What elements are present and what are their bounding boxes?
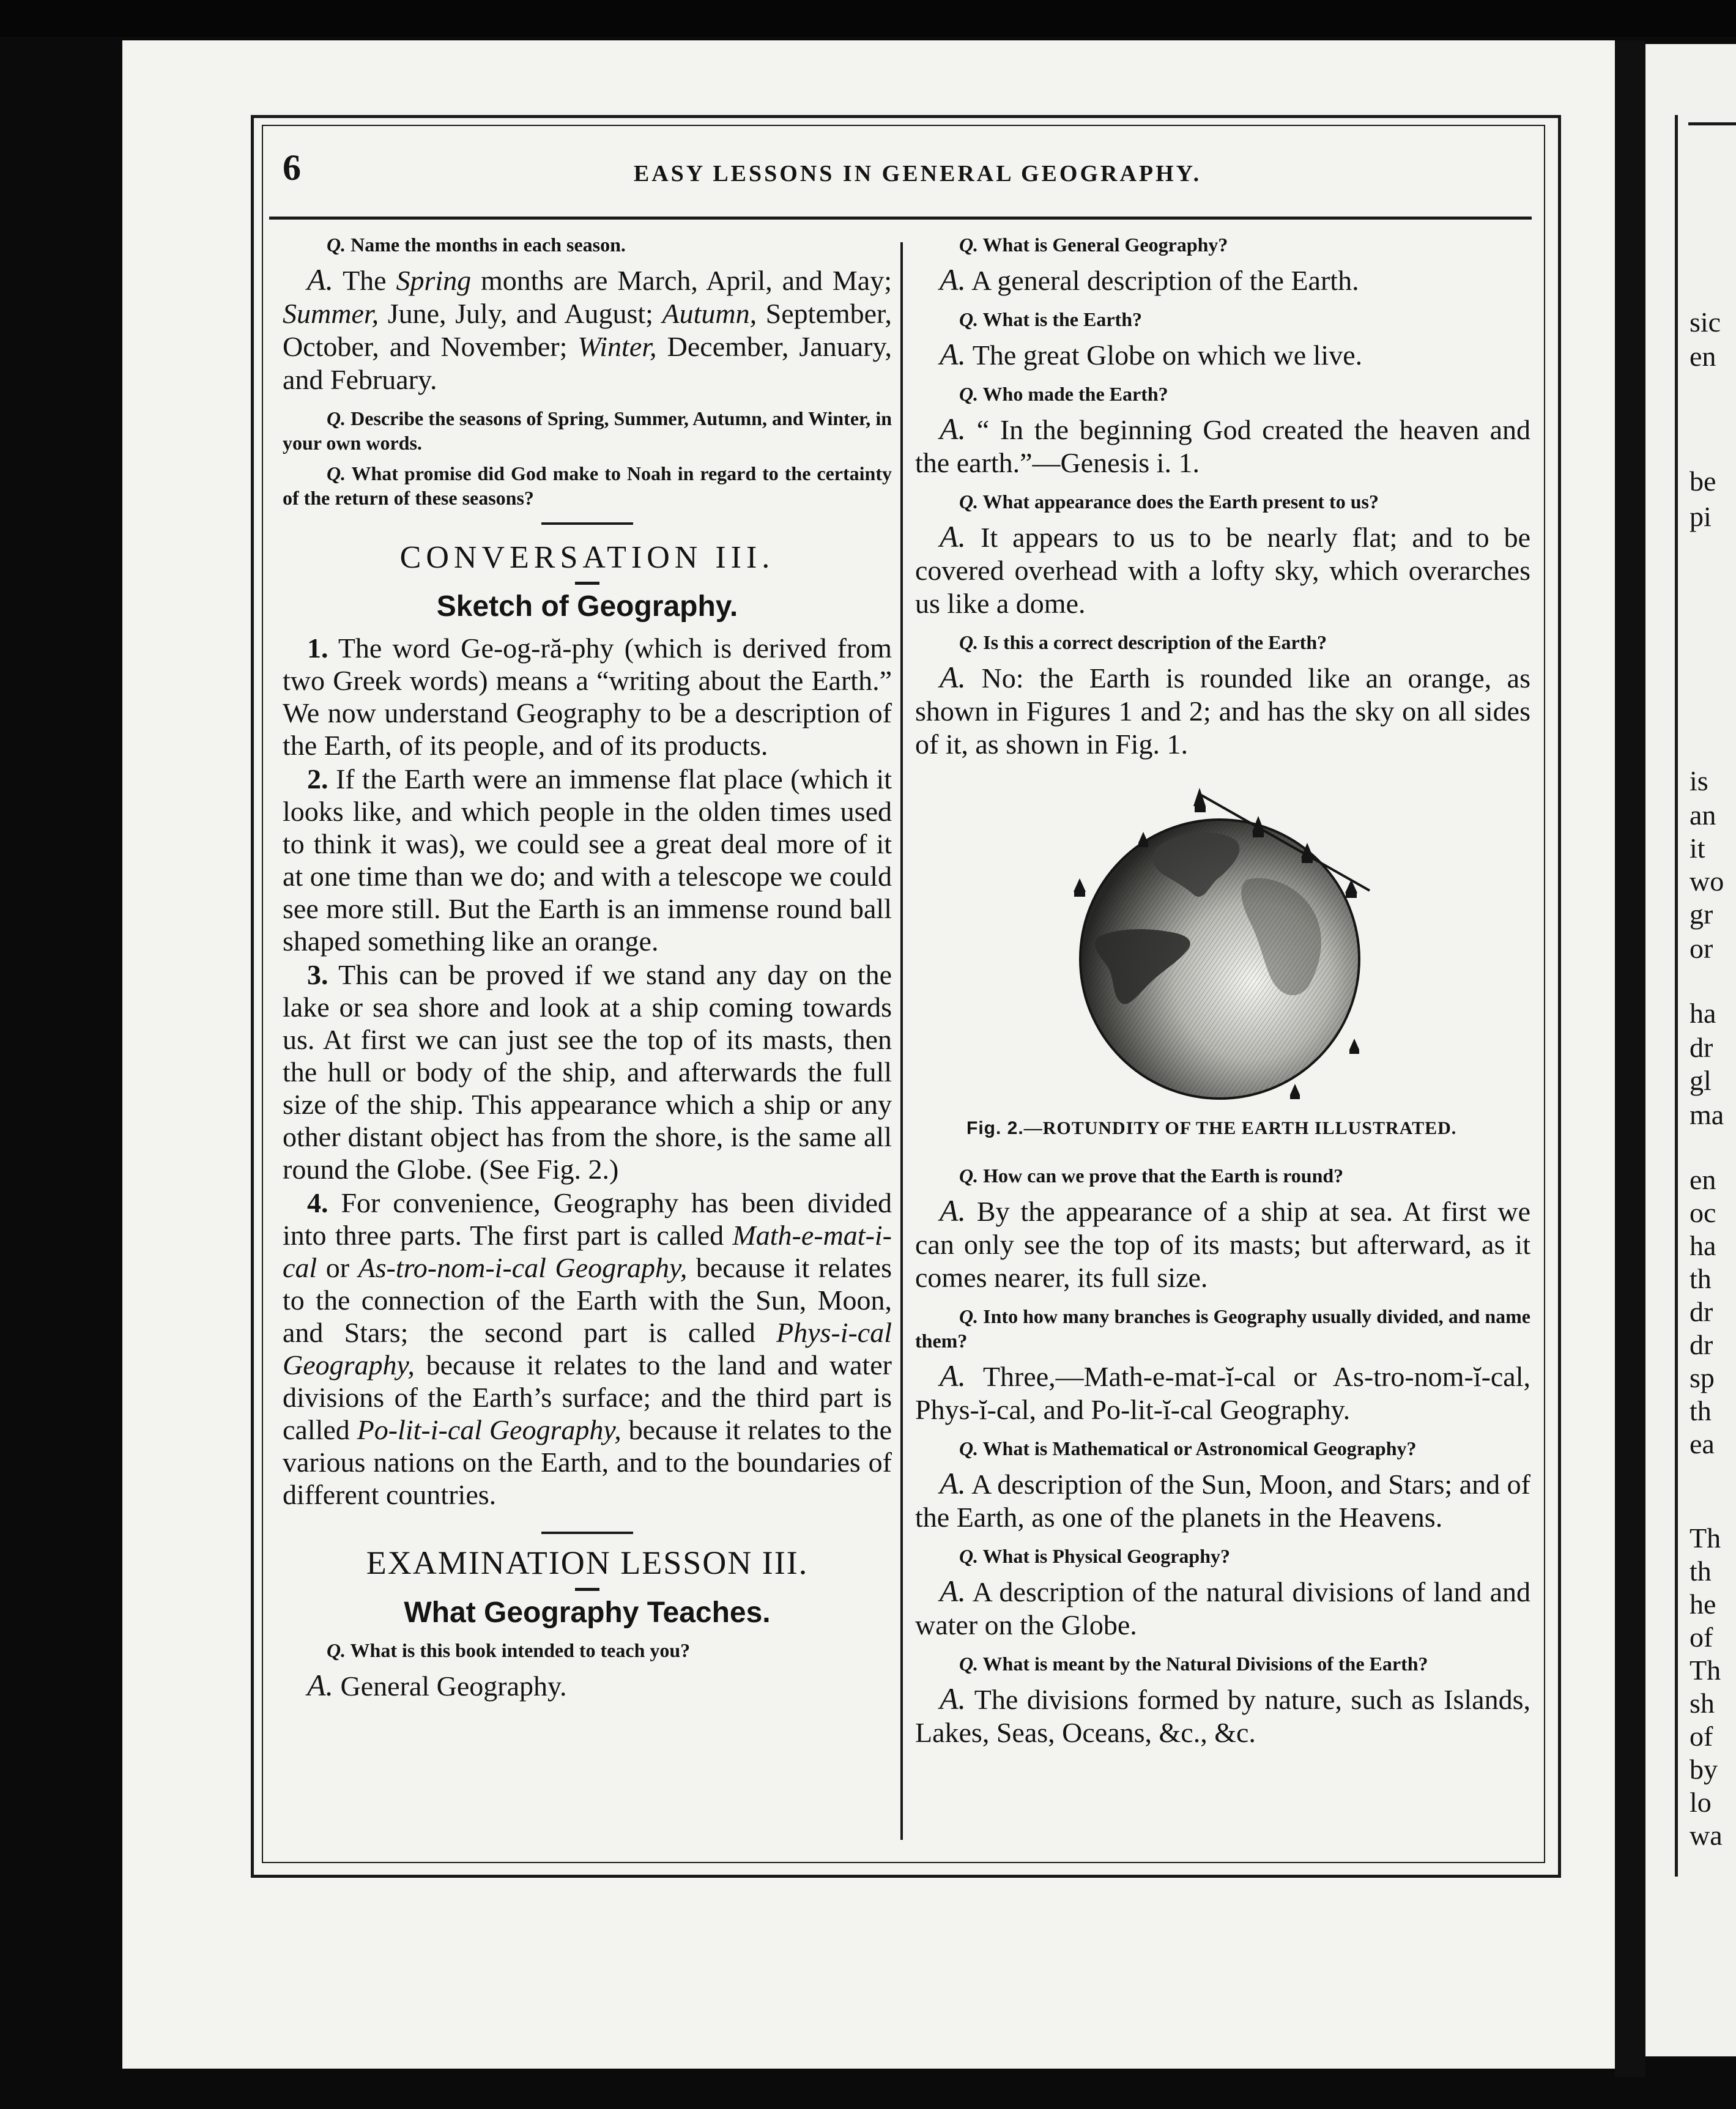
- italic-text: Autumn,: [662, 298, 757, 329]
- exam-qa: [283, 1638, 892, 1703]
- answer: [915, 412, 1530, 480]
- answer-marker: A.: [940, 660, 966, 694]
- header-rule: [269, 217, 1532, 220]
- question-marker: Q.: [327, 407, 346, 429]
- next-page-word-fragment: Th: [1690, 1522, 1721, 1554]
- text-run: A description of the Sun, Moon, and Stars; and of the Earth, as one of the planets in the Heavens.: [915, 1469, 1530, 1533]
- answer: [915, 661, 1530, 761]
- question-marker: Q.: [959, 1165, 979, 1187]
- next-page-header-rule: [1688, 122, 1736, 125]
- next-page-word-fragment: is: [1690, 765, 1708, 796]
- text-run: June, July, and August;: [379, 298, 662, 329]
- question-marker: Q.: [959, 308, 979, 330]
- page-number: 6: [283, 147, 301, 188]
- text-run: because it relates to the various nations on the Earth, and to the boundaries of different countries.: [283, 1414, 892, 1510]
- figure-caption-text: —ROTUNDITY OF THE EARTH ILLUSTRATED.: [1023, 1118, 1457, 1138]
- next-page-word-fragment: en: [1690, 341, 1716, 372]
- question-marker: Q.: [959, 383, 979, 405]
- answer-marker: A.: [940, 1358, 966, 1393]
- answer-marker: A.: [940, 1681, 966, 1716]
- right-bottom-qa: [915, 1163, 1530, 1749]
- answer-marker: A.: [940, 262, 966, 297]
- answer-marker: A.: [307, 262, 334, 297]
- next-page-word-fragment: ha: [1690, 998, 1716, 1029]
- question-marker: Q.: [959, 1305, 979, 1327]
- text-run: No: the Earth is rounded like an orange, as shown in Figures 1 and 2; and has the sky on all sides of it, as shown in Fig. 1.: [915, 662, 1530, 760]
- answer: [915, 263, 1530, 297]
- next-page-border: [1675, 115, 1678, 1877]
- next-page-word-fragment: ha: [1690, 1230, 1716, 1261]
- paragraph-number: 3.: [307, 959, 328, 990]
- question: [283, 461, 892, 510]
- question-marker: Q.: [327, 1639, 346, 1661]
- numbered-paragraph: [283, 632, 892, 762]
- question: [915, 489, 1530, 514]
- italic-text: Phys-i-cal Geography,: [283, 1317, 892, 1381]
- question: [915, 1544, 1530, 1568]
- question-text: What promise did God make to Noah in regard to the certainty of the return of these seasons?: [283, 462, 892, 509]
- question-text: Describe the seasons of Spring, Summer, Autumn, and Winter, in your own words.: [283, 407, 892, 454]
- question: [915, 382, 1530, 406]
- left-column: [283, 232, 892, 1713]
- next-page-word-fragment: th: [1690, 1555, 1712, 1587]
- question-text: What is Mathematical or Astronomical Geography?: [978, 1437, 1417, 1459]
- column-divider: [900, 242, 903, 1840]
- question: [915, 1163, 1530, 1188]
- next-page-word-fragment: of: [1690, 1622, 1713, 1653]
- paragraph-number: 4.: [307, 1187, 328, 1218]
- italic-text: Spring: [396, 265, 472, 296]
- question-marker: Q.: [959, 1653, 979, 1675]
- question-marker: Q.: [959, 1437, 979, 1459]
- next-page-word-fragment: sp: [1690, 1362, 1715, 1393]
- numbered-paragraph: [283, 1187, 892, 1511]
- text-run: or: [317, 1252, 358, 1283]
- exam-subtitle: What Geography Teaches.: [404, 1596, 771, 1629]
- next-page-word-fragment: sh: [1690, 1688, 1715, 1719]
- text-run: because it relates to the land and water divisions of the Earth’s surface; and the third part is called: [283, 1349, 892, 1445]
- answer-marker: A.: [940, 519, 966, 554]
- text-run: The great Globe on which we live.: [966, 339, 1363, 371]
- question: [283, 1638, 892, 1662]
- answer: [915, 338, 1530, 372]
- question: [915, 630, 1530, 654]
- question: [915, 307, 1530, 332]
- running-head: EASY LESSONS IN GENERAL GEOGRAPHY.: [633, 161, 1202, 187]
- answer: [283, 263, 892, 396]
- answer: [915, 1359, 1530, 1426]
- next-page-word-fragment: he: [1690, 1588, 1716, 1620]
- conversation-paragraphs: [283, 632, 892, 1511]
- question-marker: Q.: [959, 631, 979, 653]
- question-text: Who made the Earth?: [978, 383, 1168, 405]
- question-marker: Q.: [959, 234, 979, 256]
- question-marker: Q.: [959, 491, 979, 513]
- italic-text: Po-lit-i-cal Geography,: [357, 1414, 621, 1445]
- next-page-word-fragment: dr: [1690, 1296, 1713, 1327]
- globe-illustration: [1064, 782, 1382, 1112]
- next-page-word-fragment: dr: [1690, 1032, 1713, 1063]
- next-page-word-fragment: th: [1690, 1395, 1712, 1426]
- question-marker: Q.: [327, 234, 346, 256]
- next-page-word-fragment: th: [1690, 1263, 1712, 1294]
- text-run: “ In the beginning God created the heaven and the earth.”—Genesis i. 1.: [915, 414, 1530, 478]
- question-text: Name the months in each season.: [346, 234, 626, 256]
- question-text: What is meant by the Natural Divisions of the Earth?: [978, 1653, 1428, 1675]
- conversation-title: CONVERSATION III.: [399, 540, 775, 575]
- answer: [915, 1682, 1530, 1749]
- text-run: By the appearance of a ship at sea. At first we can only see the top of its masts; but afterward, as it comes nearer, its full size.: [915, 1196, 1530, 1293]
- paragraph-number: 2.: [307, 763, 328, 795]
- figure-caption: [966, 1118, 1530, 1139]
- next-page-word-fragment: gr: [1690, 899, 1713, 930]
- question-text: What appearance does the Earth present to us?: [978, 491, 1379, 513]
- next-page-word-fragment: ea: [1690, 1428, 1715, 1459]
- question-marker: Q.: [959, 1545, 979, 1567]
- text-run: If the Earth were an immense flat place (which it looks like, and which people in the olden times used to think it was), we could see a great deal more of it at one time than we do; and with a telescope we could see more still. But the Earth is an immense round ball shaped something like an orange.: [283, 763, 892, 957]
- text-run: because it relates to the connection of the Earth with the Sun, Moon, and Stars; the second part is called: [283, 1252, 892, 1348]
- gutter-shadow: [1615, 40, 1645, 2077]
- next-page-word-fragment: it: [1690, 832, 1705, 864]
- next-page-word-fragment: wa: [1690, 1820, 1723, 1851]
- right-column: [915, 232, 1530, 1759]
- next-page-word-fragment: be: [1690, 465, 1716, 497]
- next-page-word-fragment: oc: [1690, 1197, 1716, 1228]
- answer-marker: A.: [940, 1466, 966, 1500]
- question-text: How can we prove that the Earth is round?: [978, 1165, 1344, 1187]
- figure-label: Fig. 2.: [966, 1118, 1024, 1138]
- answer-marker: A.: [940, 1193, 966, 1228]
- text-run: General Geography.: [333, 1670, 567, 1702]
- question-text: What is this book intended to teach you?: [346, 1639, 691, 1661]
- text-run: The word Ge-og-ră-phy (which is derived from two Greek words) means a “writing about the Earth.” We now understand Geography to be a description of the Earth, of its people, and of its products.: [283, 632, 892, 761]
- question-text: What is General Geography?: [978, 234, 1228, 256]
- answer: [915, 1574, 1530, 1642]
- scan-background: [0, 0, 1736, 37]
- question-text: What is the Earth?: [978, 308, 1142, 330]
- next-page-word-fragment: pi: [1690, 501, 1712, 532]
- right-top-qa: [915, 232, 1530, 761]
- conversation-subtitle: Sketch of Geography.: [436, 590, 738, 623]
- question: [915, 232, 1530, 257]
- text-run: A description of the natural divisions of land and water on the Globe.: [915, 1576, 1530, 1640]
- next-page-word-fragment: an: [1690, 799, 1716, 831]
- next-page-word-fragment: of: [1690, 1721, 1713, 1752]
- left-intro-qa: [283, 232, 892, 510]
- answer-marker: A.: [940, 412, 966, 446]
- answer: [915, 520, 1530, 620]
- numbered-paragraph: [283, 763, 892, 957]
- italic-text: Math-e-mat-i-cal: [283, 1220, 892, 1283]
- next-page-word-fragment: ma: [1690, 1099, 1724, 1130]
- paragraph-number: 1.: [307, 632, 328, 664]
- answer-marker: A.: [940, 337, 966, 371]
- question-text: What is Physical Geography?: [978, 1545, 1230, 1567]
- next-page-word-fragment: or: [1690, 933, 1713, 964]
- next-page-word-fragment: Th: [1690, 1655, 1721, 1686]
- title-dash: [575, 1588, 599, 1591]
- title-dash: [575, 582, 599, 585]
- text-run: months are March, April, and May;: [471, 265, 892, 296]
- italic-text: Winter,: [577, 331, 657, 362]
- question: [283, 232, 892, 257]
- numbered-paragraph: [283, 958, 892, 1185]
- text-run: December, January, and February.: [283, 331, 892, 395]
- next-page-word-fragment: dr: [1690, 1329, 1713, 1360]
- answer: [915, 1467, 1530, 1534]
- answer: [915, 1194, 1530, 1294]
- text-run: September, October, and November;: [283, 298, 892, 362]
- answer: [283, 1669, 892, 1703]
- next-page-word-fragment: gl: [1690, 1065, 1712, 1096]
- next-page-word-fragment: lo: [1690, 1787, 1712, 1818]
- next-page-word-fragment: sic: [1690, 306, 1721, 338]
- exam-title: EXAMINATION LESSON III.: [366, 1544, 809, 1581]
- answer-marker: A.: [307, 1668, 334, 1702]
- answer-marker: A.: [940, 1574, 966, 1608]
- question: [915, 1304, 1530, 1353]
- text-run: It appears to us to be nearly flat; and to be covered overhead with a lofty sky, which overarches us like a dome.: [915, 522, 1530, 619]
- text-run: The divisions formed by nature, such as Islands, Lakes, Seas, Oceans, &c., &c.: [915, 1684, 1530, 1748]
- text-run: This can be proved if we stand any day on the lake or sea shore and look at a ship coming towards us. At first we can just see the top of its masts, then the hull or body of the ship, and afterwards the full size of the ship. This appearance which a ship or any other distant object has from the shore, is the same all round the Globe. (See Fig. 2.): [283, 959, 892, 1185]
- section-separator: [541, 1532, 633, 1534]
- italic-text: Summer,: [283, 298, 379, 329]
- question: [283, 406, 892, 455]
- next-page-word-fragment: en: [1690, 1164, 1716, 1195]
- section-separator: [541, 522, 633, 525]
- italic-text: As-tro-nom-i-cal Geography,: [358, 1252, 688, 1283]
- text-run: A general description of the Earth.: [966, 265, 1359, 296]
- next-page-word-fragment: by: [1690, 1754, 1718, 1785]
- text-run: Three,—Math-e-mat-ĭ-cal or As-tro-nom-ĭ-cal, Phys-ĭ-cal, and Po-lit-ĭ-cal Geography.: [915, 1361, 1530, 1425]
- question-text: Into how many branches is Geography usually divided, and name them?: [915, 1305, 1530, 1352]
- text-run: For convenience, Geography has been divided into three parts. The first part is called: [283, 1187, 892, 1251]
- question: [915, 1651, 1530, 1676]
- next-page-word-fragment: wo: [1690, 865, 1724, 897]
- text-run: The: [333, 265, 396, 296]
- question: [915, 1436, 1530, 1461]
- question-marker: Q.: [327, 462, 346, 484]
- question-text: Is this a correct description of the Earth?: [978, 631, 1327, 653]
